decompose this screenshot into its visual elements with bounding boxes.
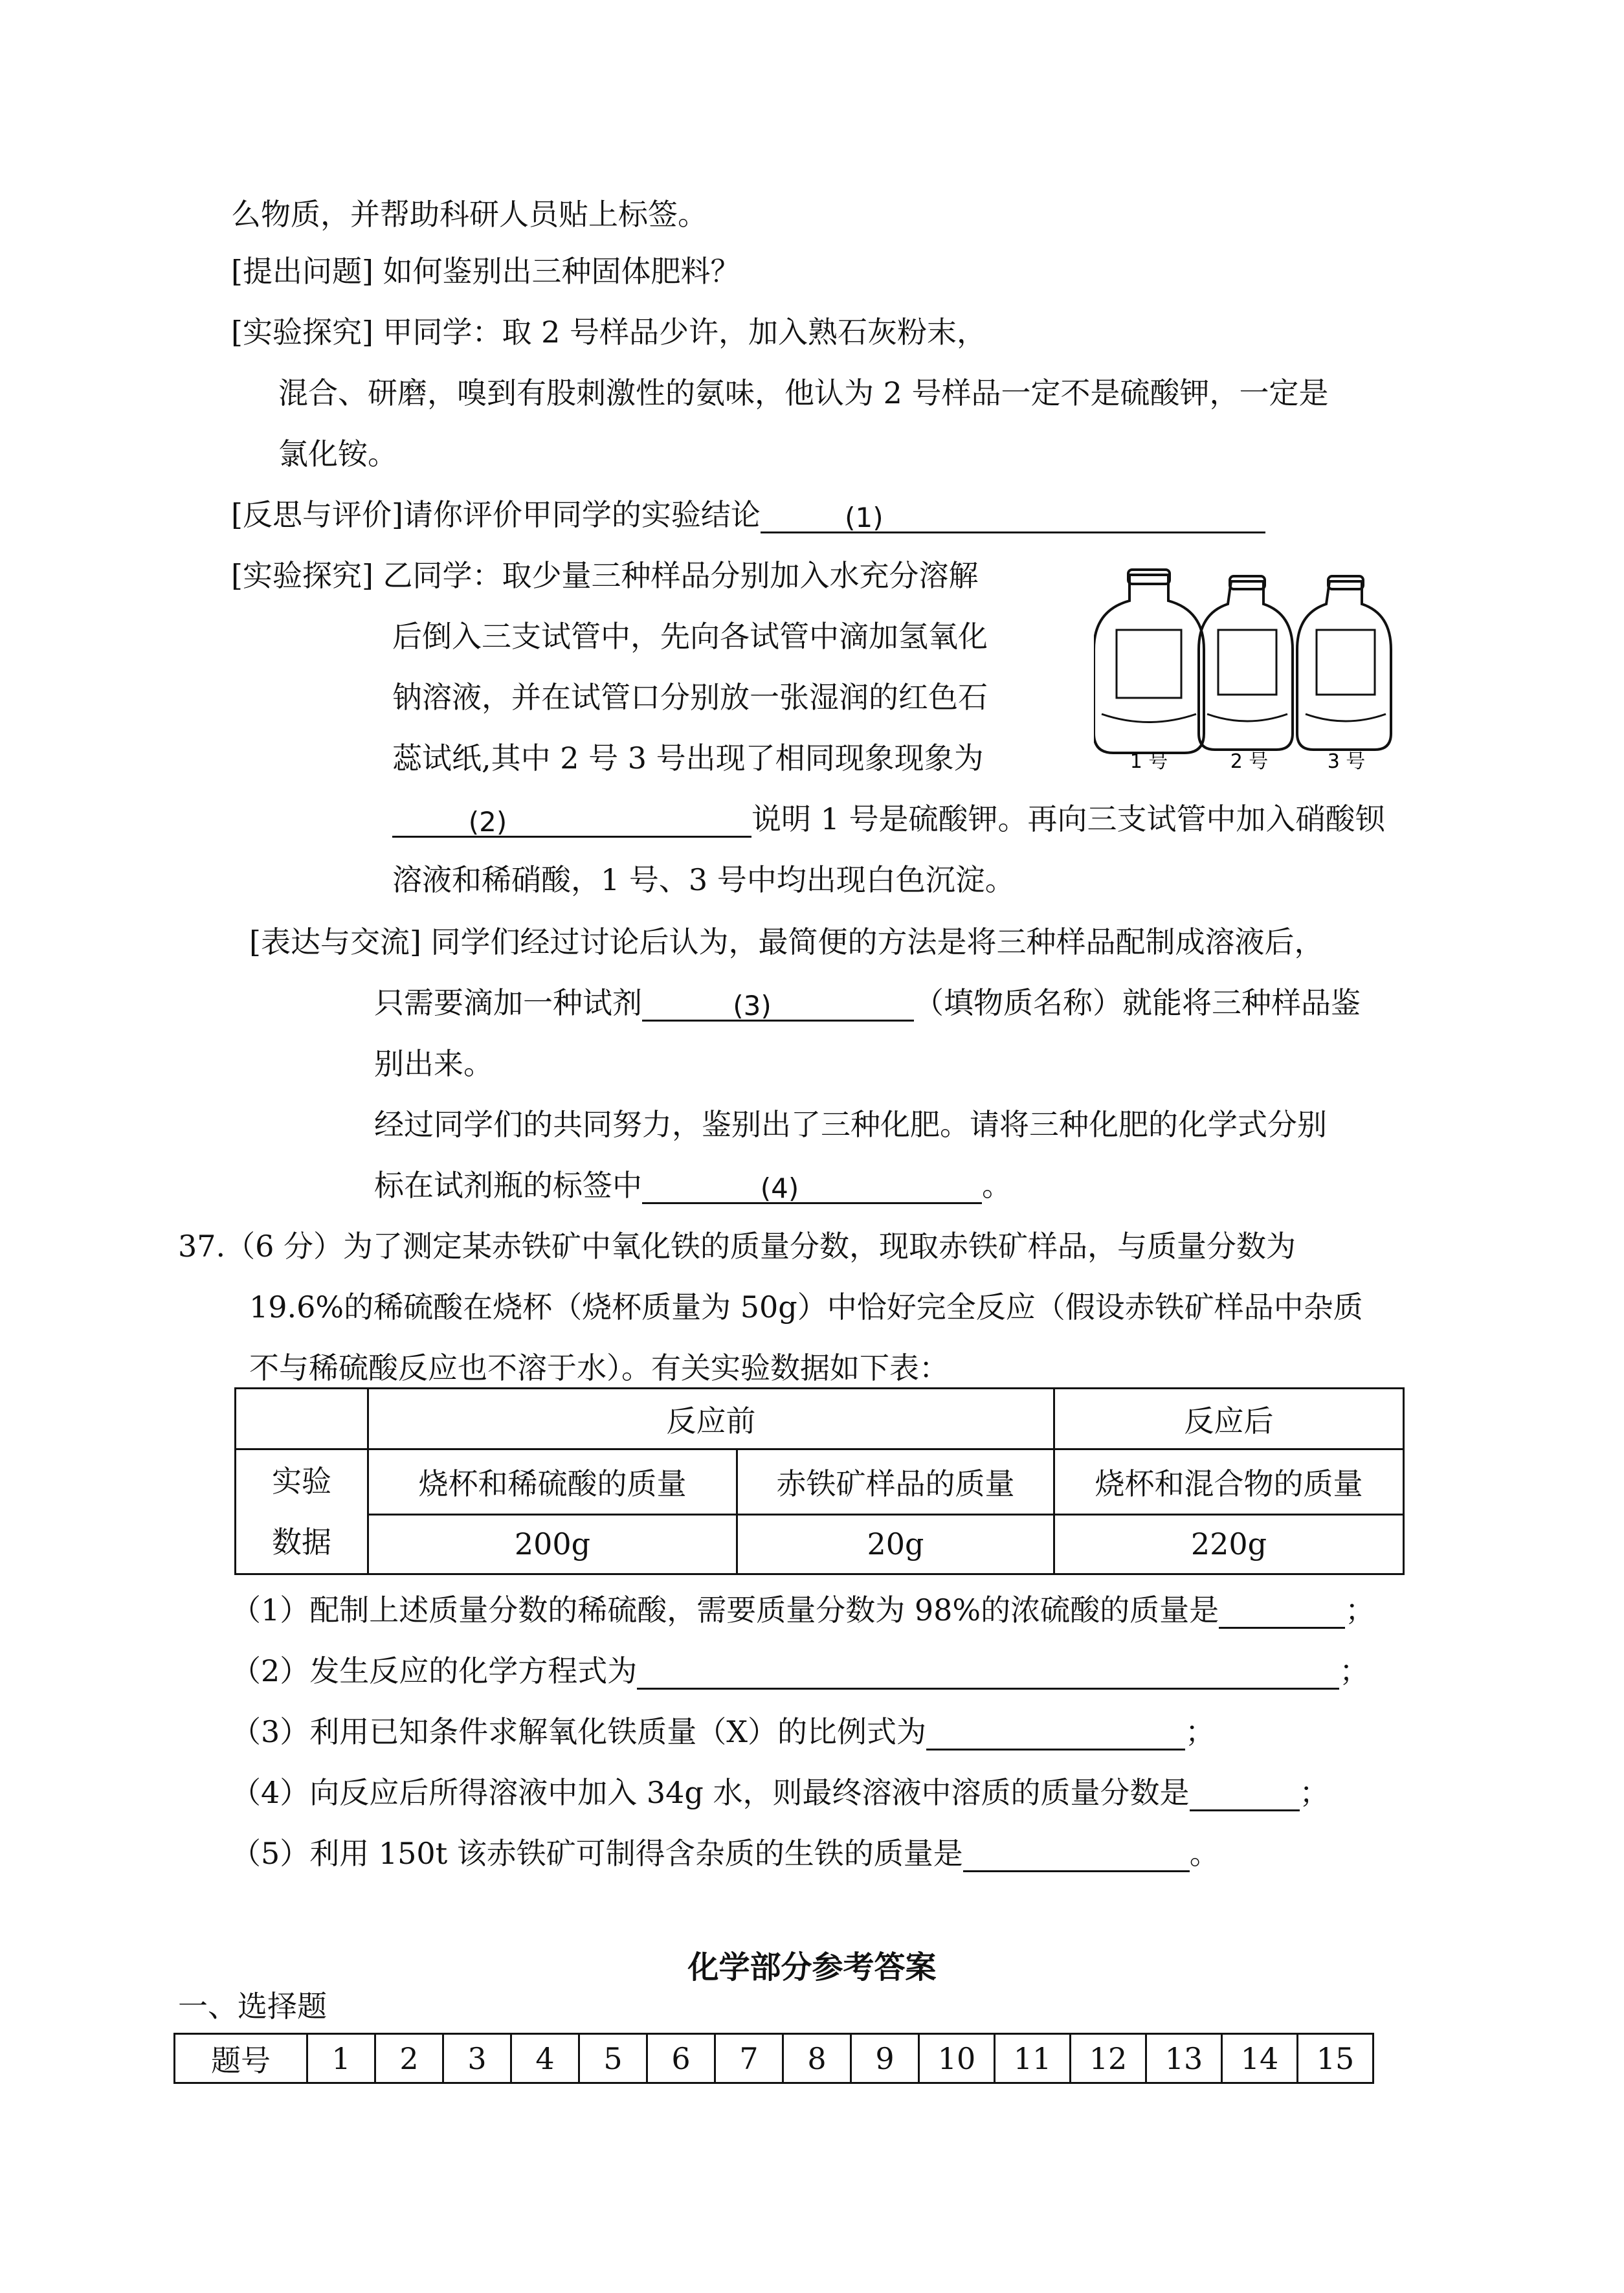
blank-2-label: (2) xyxy=(468,806,507,838)
q36-line-17-text-a: 标在试剂瓶的标签中 xyxy=(374,1168,642,1203)
answer-key-title: 化学部分参考答案 xyxy=(687,1949,937,1985)
answer-blank-3[interactable] xyxy=(642,986,914,1022)
q36-line-11 xyxy=(392,800,1385,838)
answer-number-7: 7 xyxy=(715,2034,783,2083)
q36-line-6 xyxy=(231,496,1265,533)
blank-3-label: (3) xyxy=(733,990,772,1022)
q36-line-12: 溶液和稀硝酸，1 号、3 号中均出现白色沉淀。 xyxy=(392,862,1015,897)
answer-number-6: 6 xyxy=(647,2034,715,2083)
q36-line-7: [实验探究] 乙同学：取少量三种样品分别加入水充分溶解 xyxy=(231,558,979,593)
answer-grid xyxy=(173,2033,1374,2084)
answer-number-14: 14 xyxy=(1222,2034,1298,2083)
q36-line-14-text-a: 只需要滴加一种试剂 xyxy=(374,985,642,1020)
q36-line-13: [表达与交流] 同学们经过讨论后认为，最简便的方法是将三种样品配制成溶液后， xyxy=(249,924,1324,959)
q36-line-3: [实验探究] 甲同学：取 2 号样品少许，加入熟石灰粉末， xyxy=(231,315,987,350)
q36-line-4: 混合、研磨，嗅到有股刺激性的氨味，他认为 2 号样品一定不是硫酸钾，一定是 xyxy=(278,375,1329,410)
q37-sub-1 xyxy=(231,1591,1375,1629)
answer-number-10: 10 xyxy=(919,2034,995,2083)
q36-line-16: 经过同学们的共同努力，鉴别出了三种化肥。请将三种化肥的化学式分别 xyxy=(374,1107,1327,1142)
q36-line-17 xyxy=(374,1167,1012,1204)
answer-number-15: 15 xyxy=(1298,2034,1374,2083)
answer-number-12: 12 xyxy=(1071,2034,1146,2083)
answer-blank-s5[interactable] xyxy=(963,1837,1190,1872)
q36-line-10: 蕊试纸,其中 2 号 3 号出现了相同现象现象为 xyxy=(392,741,984,776)
bottle-label-3: 3 号 xyxy=(1327,750,1366,773)
table-value-2: 20g xyxy=(737,1514,1054,1574)
answer-number-8: 8 xyxy=(783,2034,851,2083)
q37-sub-3-end: ； xyxy=(1185,1714,1216,1749)
answer-blank-1[interactable] xyxy=(761,498,1265,533)
table-col-header-1: 烧杯和稀硫酸的质量 xyxy=(368,1449,737,1515)
q36-line-1: 么物质，并帮助科研人员贴上标签。 xyxy=(231,197,707,232)
answer-blank-s4[interactable] xyxy=(1190,1776,1300,1811)
answer-number-4: 4 xyxy=(511,2034,579,2083)
q36-line-6-text: [反思与评价]请你评价甲同学的实验结论 xyxy=(231,497,761,532)
q37-sub-4-end: ； xyxy=(1299,1775,1329,1810)
q37-sub-1-end: ； xyxy=(1345,1593,1375,1627)
bottle-1 xyxy=(1094,570,1204,753)
q37-line-2: 19.6%的稀硫酸在烧杯（烧杯质量为 50g）中恰好完全反应（假设赤铁矿样品中杂质 xyxy=(249,1290,1363,1325)
answer-blank-s1[interactable] xyxy=(1219,1593,1345,1629)
bottle-3 xyxy=(1297,576,1391,750)
q36-line-14 xyxy=(374,984,1361,1022)
answer-number-1: 1 xyxy=(307,2034,375,2083)
reagent-bottles-figure xyxy=(1094,562,1405,776)
table-col-header-2: 赤铁矿样品的质量 xyxy=(737,1449,1054,1515)
q36-line-5: 氯化铵。 xyxy=(278,436,397,471)
answer-grid-row xyxy=(175,2034,1374,2083)
q36-line-2: [提出问题] 如何鉴别出三种固体肥料？ xyxy=(231,254,740,289)
table-value-1: 200g xyxy=(368,1514,737,1574)
table-corner-cell xyxy=(236,1389,368,1449)
blank-4-label: (4) xyxy=(760,1172,799,1204)
answer-blank-2[interactable] xyxy=(392,802,751,838)
q36-line-8: 后倒入三支试管中，先向各试管中滴加氢氧化 xyxy=(392,619,988,654)
q37-sub-2-end: ； xyxy=(1339,1653,1370,1688)
bottle-label-1: 1 号 xyxy=(1129,750,1168,773)
answer-grid-header: 题号 xyxy=(175,2034,307,2083)
q37-sub-4 xyxy=(231,1774,1329,1811)
q36-line-14-text-b: （填物质名称）就能将三种样品鉴 xyxy=(914,985,1361,1020)
table-row-label-2: 数据 xyxy=(272,1525,331,1560)
bottle-label-2: 2 号 xyxy=(1230,750,1269,773)
table-row-label xyxy=(236,1449,368,1574)
answer-blank-s3[interactable] xyxy=(926,1715,1185,1751)
q37-line-1: 37.（6 分）为了测定某赤铁矿中氧化铁的质量分数，现取赤铁矿样品，与质量分数为 xyxy=(178,1229,1296,1264)
answer-blank-s2[interactable] xyxy=(637,1654,1339,1690)
answer-number-5: 5 xyxy=(579,2034,647,2083)
experiment-data-table xyxy=(234,1387,1405,1575)
table-header-before: 反应前 xyxy=(368,1389,1054,1449)
q37-sub-2-text: （2）发生反应的化学方程式为 xyxy=(231,1653,638,1688)
q36-line-9: 钠溶液，并在试管口分别放一张湿润的红色石 xyxy=(392,680,988,715)
blank-1-label: (1) xyxy=(845,502,884,533)
table-col-header-3: 烧杯和混合物的质量 xyxy=(1054,1449,1404,1515)
q36-line-11-text: 说明 1 号是硫酸钾。再向三支试管中加入硝酸钡 xyxy=(751,801,1385,836)
table-value-3: 220g xyxy=(1054,1514,1404,1574)
bottle-2 xyxy=(1199,576,1293,750)
table-row-label-1: 实验 xyxy=(272,1464,331,1499)
answer-number-2: 2 xyxy=(375,2034,443,2083)
answer-number-3: 3 xyxy=(443,2034,511,2083)
answer-section-heading: 一、选择题 xyxy=(178,1989,327,2024)
answer-blank-4[interactable] xyxy=(642,1169,982,1204)
q36-line-17-text-b: 。 xyxy=(982,1168,1012,1203)
q37-sub-3-text: （3）利用已知条件求解氧化铁质量（X）的比例式为 xyxy=(231,1714,927,1749)
q37-sub-3 xyxy=(231,1713,1215,1751)
q37-line-3: 不与稀硫酸反应也不溶于水）。有关实验数据如下表： xyxy=(249,1350,949,1385)
q37-sub-1-text: （1）配制上述质量分数的稀硫酸，需要质量分数为 98%的浓硫酸的质量是 xyxy=(231,1593,1219,1627)
q37-sub-5 xyxy=(231,1835,1219,1872)
q36-line-15: 别出来。 xyxy=(374,1046,493,1081)
q37-sub-4-text: （4）向反应后所得溶液中加入 34g 水，则最终溶液中溶质的质量分数是 xyxy=(231,1775,1190,1810)
q37-sub-2 xyxy=(231,1652,1369,1690)
answer-number-9: 9 xyxy=(851,2034,919,2083)
q37-sub-5-text: （5）利用 150t 该赤铁矿可制得含杂质的生铁的质量是 xyxy=(231,1836,963,1871)
table-header-after: 反应后 xyxy=(1054,1389,1404,1449)
answer-number-11: 11 xyxy=(995,2034,1071,2083)
q37-sub-5-end: 。 xyxy=(1189,1836,1219,1871)
answer-number-13: 13 xyxy=(1146,2034,1222,2083)
